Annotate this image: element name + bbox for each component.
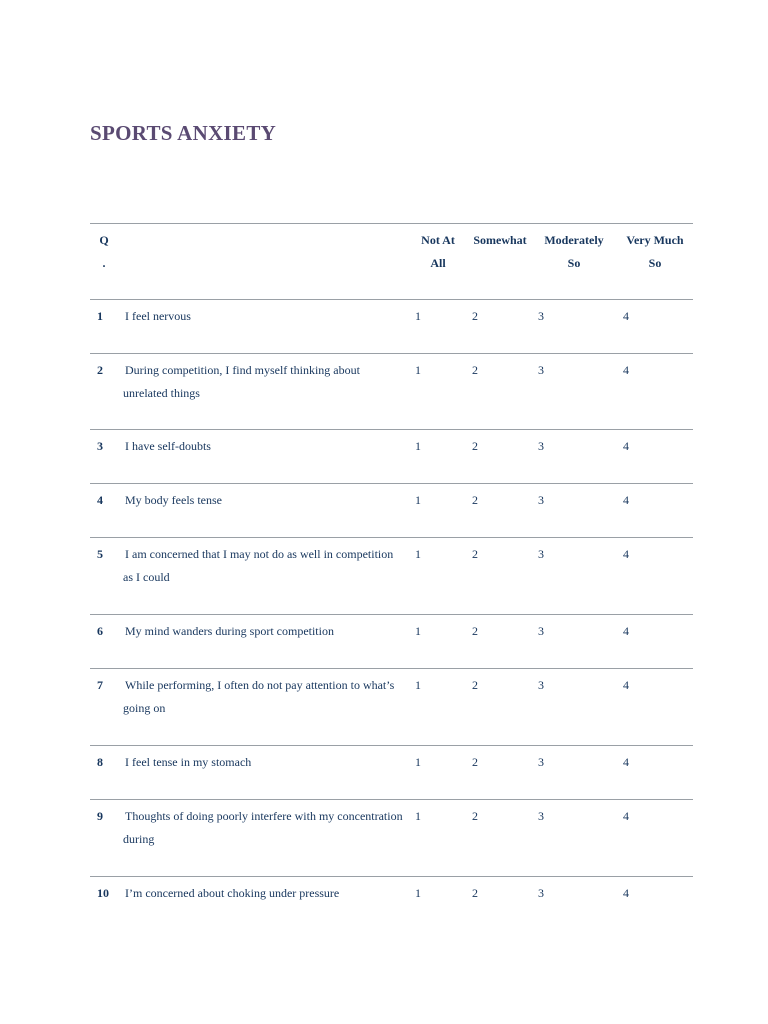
question-line2: during [123,832,155,846]
question-number: 2 [97,363,103,377]
table-row [90,669,693,746]
table-header-row [90,224,693,300]
score-somewhat: 2 [472,624,478,638]
question-line1: Thoughts of doing poorly interfere with my concentration [125,809,403,823]
score-not-at-all: 1 [415,493,421,507]
question-text [123,805,408,851]
table-row [90,800,693,877]
score-moderately-so: 3 [538,439,544,453]
score-somewhat: 2 [472,547,478,561]
header-moderately-so [538,229,610,275]
table-row [90,877,693,917]
question-line1: I am concerned that I may not do as well in competition [125,547,394,561]
header-not-at-all [412,229,464,275]
score-not-at-all: 1 [415,547,421,561]
question-line1: During competition, I find myself thinking about [125,363,360,377]
question-text [123,674,408,720]
question-text [123,882,408,905]
header-very-much-so [620,229,690,275]
header-somewhat [468,229,532,252]
score-somewhat: 2 [472,678,478,692]
score-not-at-all: 1 [415,439,421,453]
score-very-much-so: 4 [623,809,629,823]
table-row [90,615,693,669]
question-line1: I’m concerned about choking under pressure [125,886,340,900]
score-very-much-so: 4 [623,886,629,900]
header-col-line2: So [567,256,581,270]
question-text [123,305,408,328]
table-row [90,430,693,484]
question-number: 6 [97,624,103,638]
score-somewhat: 2 [472,755,478,769]
question-line1: I feel nervous [125,309,191,323]
question-number: 4 [97,493,103,507]
score-moderately-so: 3 [538,493,544,507]
question-line1: While performing, I often do not pay attention to what’s [125,678,395,692]
score-not-at-all: 1 [415,309,421,323]
question-text [123,543,408,589]
question-text [123,359,408,405]
score-somewhat: 2 [472,439,478,453]
score-moderately-so: 3 [538,547,544,561]
question-text [123,489,408,512]
question-number: 7 [97,678,103,692]
header-col-line1: Very Much [626,233,684,247]
header-q [98,229,110,275]
score-moderately-so: 3 [538,309,544,323]
question-text [123,751,408,774]
header-col-line1: Moderately [544,233,604,247]
score-not-at-all: 1 [415,363,421,377]
score-very-much-so: 4 [623,678,629,692]
score-very-much-so: 4 [623,363,629,377]
score-somewhat: 2 [472,363,478,377]
score-somewhat: 2 [472,809,478,823]
anxiety-table [90,223,693,917]
page-title: SPORTS ANXIETY [90,121,277,145]
question-line1: My mind wanders during sport competition [125,624,334,638]
score-somewhat: 2 [472,309,478,323]
score-moderately-so: 3 [538,809,544,823]
header-col-line2: All [430,256,446,270]
score-moderately-so: 3 [538,363,544,377]
table-row [90,484,693,538]
header-q-label: Q [99,233,109,247]
question-line2: unrelated things [123,386,200,400]
score-very-much-so: 4 [623,493,629,507]
question-line2: going on [123,701,166,715]
score-very-much-so: 4 [623,755,629,769]
question-text [123,435,408,458]
header-q-dot: . [102,256,106,270]
score-not-at-all: 1 [415,886,421,900]
header-col-line1: Somewhat [473,233,527,247]
score-very-much-so: 4 [623,309,629,323]
question-number: 9 [97,809,103,823]
score-moderately-so: 3 [538,755,544,769]
score-very-much-so: 4 [623,547,629,561]
score-somewhat: 2 [472,886,478,900]
question-number: 10 [97,886,109,900]
question-line1: I feel tense in my stomach [125,755,252,769]
score-not-at-all: 1 [415,624,421,638]
score-not-at-all: 1 [415,755,421,769]
table-row [90,300,693,354]
table-row [90,354,693,430]
score-somewhat: 2 [472,493,478,507]
question-line1: My body feels tense [125,493,222,507]
question-number: 5 [97,547,103,561]
question-line1: I have self-doubts [125,439,211,453]
header-col-line1: Not At [421,233,455,247]
score-moderately-so: 3 [538,678,544,692]
question-number: 8 [97,755,103,769]
score-very-much-so: 4 [623,439,629,453]
table-row [90,746,693,800]
question-text [123,620,408,643]
score-moderately-so: 3 [538,624,544,638]
table-row [90,538,693,615]
question-number: 3 [97,439,103,453]
score-not-at-all: 1 [415,809,421,823]
question-line2: as I could [123,570,170,584]
question-number: 1 [97,309,103,323]
header-col-line2: So [648,256,662,270]
score-moderately-so: 3 [538,886,544,900]
score-very-much-so: 4 [623,624,629,638]
score-not-at-all: 1 [415,678,421,692]
